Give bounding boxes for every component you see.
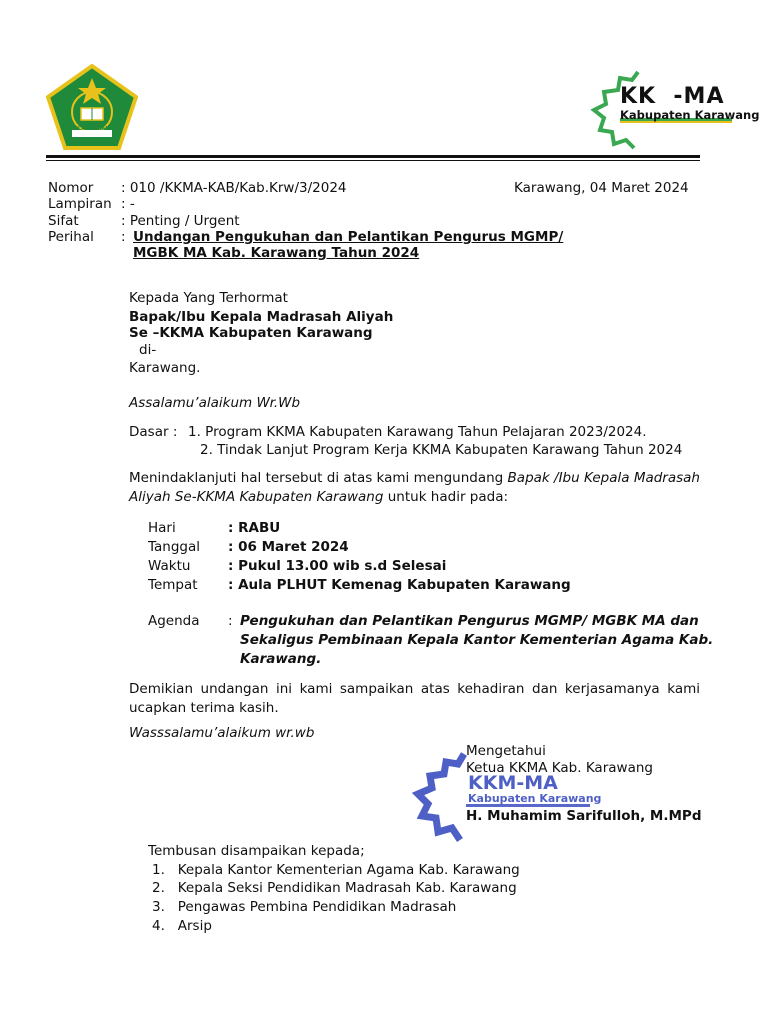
recipient-greeting: Kepada Yang Terhormat [129, 290, 288, 306]
header-rule-thick [46, 155, 700, 158]
agenda-line1: Pengukuhan dan Pelantikan Pengurus MGMP/ MGBK MA dan [240, 613, 699, 629]
perihal-line2: MGBK MA Kab. Karawang Tahun 2024 [133, 245, 420, 261]
closing-salam: Wasssalamu’alaikum wr.wb [129, 725, 315, 741]
dasar-item-1: 1. Program KKMA Kabupaten Karawang Tahun Pelajaran 2023/2024. [188, 424, 647, 440]
dasar-label: Dasar : [129, 424, 178, 440]
kkma-logo [590, 66, 760, 150]
agenda-line3: Karawang. [240, 651, 322, 667]
signature-name: H. Muhamim Sarifulloh, M.MPd [466, 808, 702, 824]
agenda-colon: : [228, 613, 233, 629]
intro-text-b: Bapak /Ibu Kepala Madrasah Aliyah Se-KKMA Kabupaten Karawang [129, 470, 700, 505]
opening-salam: Assalamu’alaikum Wr.Wb [129, 395, 301, 411]
stamp-title: KKM-MA [468, 772, 558, 794]
agenda-label: Agenda [148, 613, 200, 629]
kemenag-logo [46, 64, 138, 150]
signature-mengetahui: Mengetahui [466, 743, 546, 759]
nomor-value: : 010 /KKMA-KAB/Kab.Krw/3/2024 [121, 180, 347, 196]
recipient-city: Karawang. [129, 360, 201, 376]
dasar-item-2: 2. Tindak Lanjut Program Kerja KKMA Kabupaten Karawang Tahun 2024 [200, 442, 683, 458]
tembusan-heading: Tembusan disampaikan kepada; [148, 843, 365, 859]
lampiran-value: : - [121, 196, 135, 212]
signature-position: Ketua KKMA Kab. Karawang [466, 760, 653, 776]
waktu-value: : Pukul 13.00 wib s.d Selesai [228, 558, 447, 574]
header-rule-thin [46, 160, 700, 161]
tembusan-item: 2. Kepala Seksi Pendidikan Madrasah Kab. Karawang [152, 880, 517, 896]
intro-paragraph [129, 469, 700, 507]
tanggal-value: : 06 Maret 2024 [228, 539, 349, 555]
tembusan-item: 4. Arsip [152, 918, 212, 934]
tempat-label: Tempat [148, 577, 198, 593]
place-date: Karawang, 04 Maret 2024 [514, 180, 689, 196]
agenda-line2: Sekaligus Pembinaan Kepala Kantor Kementerian Agama Kab. [240, 632, 714, 648]
closing-paragraph: Demikian undangan ini kami sampaikan atas kehadiran dan kerjasamanya kami ucapkan terima kasih. [129, 681, 700, 716]
nomor-label: Nomor [48, 180, 94, 196]
intro-text-c: untuk hadir pada: [383, 489, 509, 505]
hari-value: : RABU [228, 520, 281, 536]
tempat-value: : Aula PLHUT Kemenag Kabupaten Karawang [228, 577, 571, 593]
waktu-label: Waktu [148, 558, 191, 574]
intro-text-a: Menindaklanjuti hal tersebut di atas kami mengundang [129, 470, 508, 486]
recipient-line2: Se –KKMA Kabupaten Karawang [129, 325, 373, 341]
perihal-colon: : [121, 229, 126, 245]
stamp-subtitle: Kabupaten Karawang [468, 792, 602, 805]
lampiran-label: Lampiran [48, 196, 112, 212]
recipient-line1: Bapak/Ibu Kepala Madrasah Aliyah [129, 309, 394, 325]
tembusan-item: 1. Kepala Kantor Kementerian Agama Kab. Karawang [152, 862, 520, 878]
tembusan-item: 3. Pengawas Pembina Pendidikan Madrasah [152, 899, 457, 915]
sifat-value: : Penting / Urgent [121, 213, 240, 229]
recipient-di: di- [139, 342, 157, 358]
kkma-logo-subtitle: Kabupaten Karawang [620, 108, 760, 122]
hari-label: Hari [148, 520, 176, 536]
kkma-logo-title: KK -MA [620, 84, 725, 109]
kemenag-logo-text: IKHLAS BERAMAL [68, 126, 118, 132]
sifat-label: Sifat [48, 213, 79, 229]
tanggal-label: Tanggal [148, 539, 201, 555]
perihal-label: Perihal [48, 229, 94, 245]
perihal-line1: Undangan Pengukuhan dan Pelantikan Pengurus MGMP/ [133, 229, 564, 245]
